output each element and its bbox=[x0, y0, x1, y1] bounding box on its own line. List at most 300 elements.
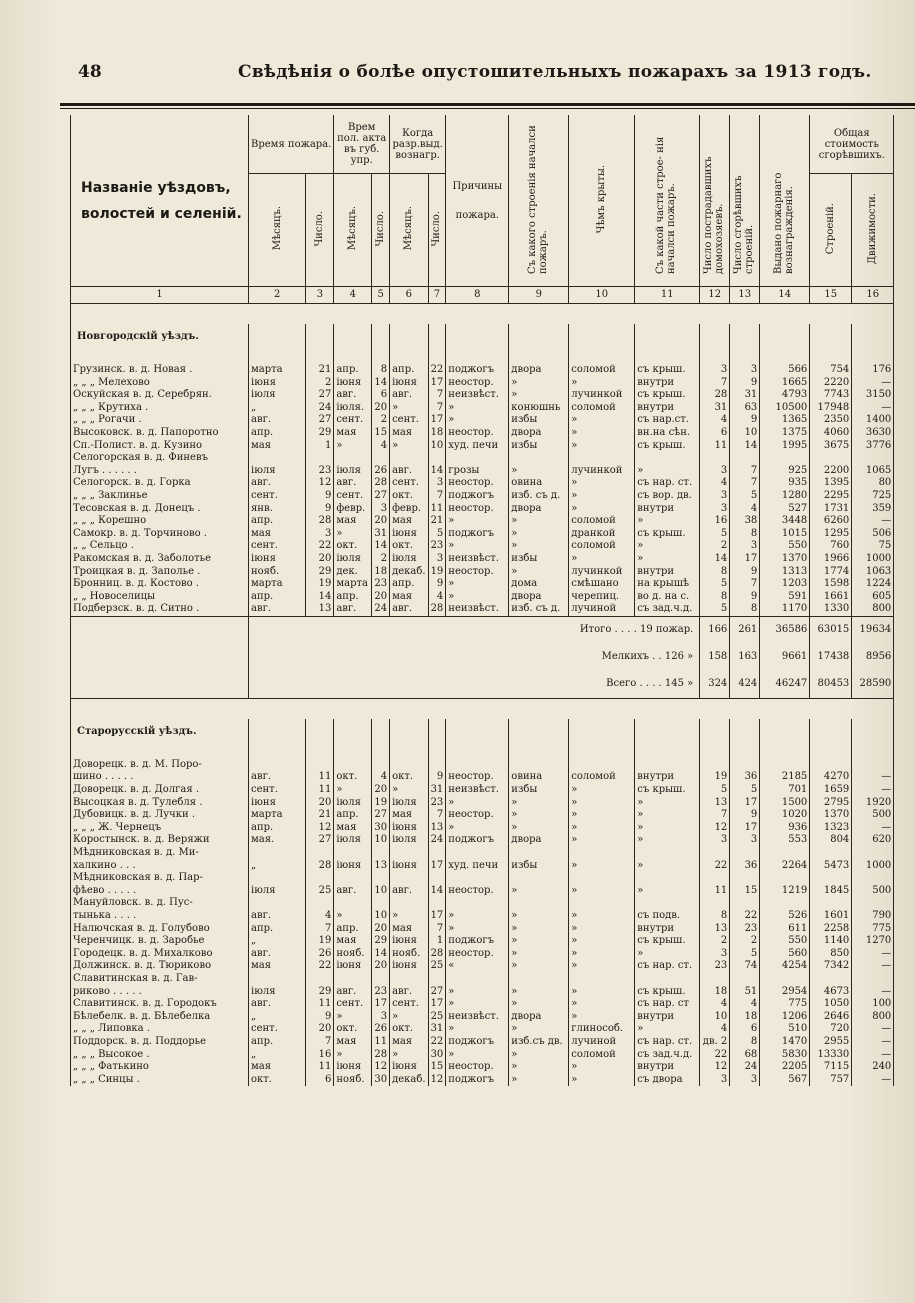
table-cell bbox=[730, 759, 760, 772]
table-cell: „ „ „ Высокое . bbox=[71, 1049, 249, 1062]
table-cell bbox=[569, 872, 635, 885]
table-cell: » bbox=[509, 986, 569, 999]
table-cell bbox=[306, 452, 334, 465]
table-cell: 12 bbox=[428, 1074, 446, 1087]
table-cell: 9 bbox=[306, 490, 334, 503]
table-cell bbox=[635, 897, 700, 910]
table-cell bbox=[760, 897, 810, 910]
table-cell: » bbox=[569, 935, 635, 948]
table-cell: 2 bbox=[306, 377, 334, 390]
table-cell: 36 bbox=[730, 860, 760, 873]
table-row bbox=[71, 553, 894, 566]
column-number: 15 bbox=[810, 287, 852, 304]
table-row bbox=[71, 834, 894, 847]
header-name bbox=[71, 115, 249, 287]
table-row bbox=[71, 935, 894, 948]
table-row bbox=[71, 566, 894, 579]
table-cell: 28 bbox=[428, 603, 446, 616]
table-cell: 17 bbox=[730, 797, 760, 810]
table-cell: 9 bbox=[730, 377, 760, 390]
table-row bbox=[71, 923, 894, 936]
table-cell: лучиной bbox=[569, 1036, 635, 1049]
table-cell: » bbox=[446, 910, 509, 923]
table-cell: 4673 bbox=[810, 986, 852, 999]
table-cell: окт. bbox=[334, 771, 372, 784]
table-cell bbox=[428, 897, 446, 910]
table-cell: 18 bbox=[730, 1011, 760, 1024]
table-cell: 7 bbox=[428, 402, 446, 415]
table-cell: избы bbox=[509, 860, 569, 873]
spacer-cell bbox=[334, 344, 372, 364]
table-cell: 7 bbox=[730, 477, 760, 490]
table-cell: съ двора bbox=[635, 1074, 700, 1087]
table-cell: » bbox=[569, 784, 635, 797]
table-cell bbox=[334, 872, 372, 885]
table-cell: 75 bbox=[852, 540, 894, 553]
table-cell: 20 bbox=[306, 797, 334, 810]
table-cell: 8 bbox=[730, 603, 760, 616]
table-cell: 620 bbox=[852, 834, 894, 847]
table-cell bbox=[810, 973, 852, 986]
table-cell bbox=[569, 452, 635, 465]
table-cell: » bbox=[509, 540, 569, 553]
table-cell bbox=[390, 872, 429, 885]
table-cell: мая bbox=[249, 1061, 306, 1074]
table-cell: » bbox=[509, 885, 569, 898]
table-cell: апр. bbox=[334, 923, 372, 936]
table-cell: авг. bbox=[390, 986, 429, 999]
table-cell: 15 bbox=[730, 885, 760, 898]
spacer-cell bbox=[446, 344, 509, 364]
table-cell: 1020 bbox=[760, 809, 810, 822]
table-cell: неизвѣст. bbox=[446, 784, 509, 797]
table-cell: лучиной bbox=[569, 603, 635, 616]
table-cell: 14 bbox=[700, 553, 730, 566]
table-row bbox=[71, 490, 894, 503]
column-number: 9 bbox=[509, 287, 569, 304]
table-cell: 9 bbox=[730, 809, 760, 822]
table-row bbox=[71, 364, 894, 377]
table-cell: — bbox=[852, 1049, 894, 1062]
table-cell: » bbox=[446, 986, 509, 999]
table-cell: 17 bbox=[428, 377, 446, 390]
table-cell: неостор. bbox=[446, 477, 509, 490]
table-cell: 23 bbox=[306, 465, 334, 478]
spacer-cell bbox=[249, 739, 306, 759]
table-cell: 7115 bbox=[810, 1061, 852, 1074]
table-cell: 1731 bbox=[810, 503, 852, 516]
table-cell: 7 bbox=[306, 923, 334, 936]
spacer-cell bbox=[71, 739, 249, 759]
column-number: 1 bbox=[71, 287, 249, 304]
table-cell: 176 bbox=[852, 364, 894, 377]
table-cell: 3 bbox=[372, 1011, 390, 1024]
table-cell: окт. bbox=[334, 1023, 372, 1036]
table-cell: неостор. bbox=[446, 771, 509, 784]
table-cell bbox=[810, 897, 852, 910]
table-cell: 7 bbox=[428, 389, 446, 402]
table-cell: » bbox=[635, 1023, 700, 1036]
table-cell: внутри bbox=[635, 923, 700, 936]
table-cell: поджогъ bbox=[446, 1074, 509, 1087]
table-cell: — bbox=[852, 948, 894, 961]
total-value: 261 bbox=[730, 616, 760, 644]
total-value: 28590 bbox=[852, 671, 894, 699]
table-cell: » bbox=[509, 923, 569, 936]
table-cell: — bbox=[852, 771, 894, 784]
table-cell: неостор. bbox=[446, 503, 509, 516]
spacer-cell bbox=[390, 739, 429, 759]
table-cell bbox=[569, 973, 635, 986]
table-cell: » bbox=[569, 377, 635, 390]
table-row bbox=[71, 998, 894, 1011]
table-cell: 9 bbox=[730, 414, 760, 427]
section-empty-cell bbox=[509, 324, 569, 344]
table-cell: 4 bbox=[306, 910, 334, 923]
table-cell: 27 bbox=[306, 414, 334, 427]
table-cell: 3 bbox=[700, 503, 730, 516]
table-cell: 11 bbox=[372, 1036, 390, 1049]
spacer-cell bbox=[635, 344, 700, 364]
table-cell bbox=[334, 759, 372, 772]
top-rule bbox=[60, 103, 915, 106]
table-cell: неостор. bbox=[446, 377, 509, 390]
table-cell: 1598 bbox=[810, 578, 852, 591]
table-cell: 28 bbox=[306, 860, 334, 873]
spacer-cell bbox=[306, 739, 334, 759]
table-row bbox=[71, 414, 894, 427]
table-cell: 3 bbox=[700, 834, 730, 847]
header-causes bbox=[446, 115, 509, 287]
table-cell: — bbox=[852, 377, 894, 390]
table-cell: 17948 bbox=[810, 402, 852, 415]
table-cell: 1470 bbox=[760, 1036, 810, 1049]
table-cell: 2185 bbox=[760, 771, 810, 784]
table-cell: 28 bbox=[372, 1049, 390, 1062]
table-cell bbox=[446, 872, 509, 885]
table-cell: апр. bbox=[334, 809, 372, 822]
table-cell: 25 bbox=[428, 960, 446, 973]
table-cell: мая bbox=[390, 923, 429, 936]
total-value: 19634 bbox=[852, 616, 894, 644]
table-cell: 567 bbox=[760, 1074, 810, 1087]
table-cell bbox=[700, 897, 730, 910]
table-cell bbox=[810, 759, 852, 772]
table-cell: 20 bbox=[372, 784, 390, 797]
column-number: 10 bbox=[569, 287, 635, 304]
header-movables bbox=[852, 174, 894, 287]
table-cell: Славитинская в. д. Гав- bbox=[71, 973, 249, 986]
table-cell: 1774 bbox=[810, 566, 852, 579]
table-cell: 701 bbox=[760, 784, 810, 797]
table-cell: » bbox=[509, 935, 569, 948]
header-fire-day-text: Число. bbox=[314, 210, 326, 247]
column-number: 16 bbox=[852, 287, 894, 304]
table-cell: 1601 bbox=[810, 910, 852, 923]
table-cell: 21 bbox=[306, 809, 334, 822]
table-cell: окт. bbox=[390, 540, 429, 553]
table-cell: смѣшано bbox=[569, 578, 635, 591]
table-cell: 8 bbox=[700, 591, 730, 604]
table-cell: 26 bbox=[306, 948, 334, 961]
table-cell bbox=[306, 847, 334, 860]
table-cell: » bbox=[569, 1074, 635, 1087]
table-cell: 925 bbox=[760, 465, 810, 478]
table-cell: » bbox=[446, 515, 509, 528]
table-cell: 2295 bbox=[810, 490, 852, 503]
table-cell: 20 bbox=[306, 553, 334, 566]
table-cell: 2954 bbox=[760, 986, 810, 999]
table-cell: авг. bbox=[249, 948, 306, 961]
table-cell: 18 bbox=[700, 986, 730, 999]
table-cell: 28 bbox=[306, 515, 334, 528]
table-cell: іюля bbox=[334, 797, 372, 810]
table-cell bbox=[730, 973, 760, 986]
total-value: 17438 bbox=[810, 644, 852, 671]
table-cell: авг. bbox=[334, 477, 372, 490]
table-cell: апр. bbox=[390, 364, 429, 377]
table-cell: „ „ „ Корешно bbox=[71, 515, 249, 528]
table-cell: 2350 bbox=[810, 414, 852, 427]
table-cell: » bbox=[509, 910, 569, 923]
table-cell: съ крыш. bbox=[635, 389, 700, 402]
table-cell: 1370 bbox=[810, 809, 852, 822]
header-fire-time: Время пожара. bbox=[249, 115, 334, 174]
total-empty bbox=[71, 616, 249, 644]
table-cell: 74 bbox=[730, 960, 760, 973]
spacer-row bbox=[71, 698, 894, 719]
table-body bbox=[71, 287, 894, 1087]
table-cell: 1140 bbox=[810, 935, 852, 948]
table-cell: » bbox=[390, 910, 429, 923]
table-cell: 13 bbox=[306, 603, 334, 616]
table-cell: 760 bbox=[810, 540, 852, 553]
table-row bbox=[71, 948, 894, 961]
table-cell: » bbox=[446, 540, 509, 553]
table-cell: Оскуйская в. д. Серебрян. bbox=[71, 389, 249, 402]
table-cell: конюшнь bbox=[509, 402, 569, 415]
spacer-cell bbox=[428, 344, 446, 364]
table-cell bbox=[509, 847, 569, 860]
table-cell: внутри bbox=[635, 1011, 700, 1024]
table-cell: 3 bbox=[700, 364, 730, 377]
table-cell: » bbox=[509, 528, 569, 541]
table-cell: 1170 bbox=[760, 603, 810, 616]
table-cell: „ bbox=[249, 402, 306, 415]
table-cell: 10 bbox=[730, 427, 760, 440]
header-reward-month bbox=[390, 174, 429, 287]
table-cell: неостор. bbox=[446, 566, 509, 579]
table-cell: 29 bbox=[306, 427, 334, 440]
table-cell: — bbox=[852, 402, 894, 415]
table-cell: » bbox=[509, 1049, 569, 1062]
table-cell: 3 bbox=[700, 490, 730, 503]
table-cell bbox=[428, 973, 446, 986]
table-cell: сент. bbox=[334, 414, 372, 427]
spacer-cell bbox=[390, 344, 429, 364]
table-cell: » bbox=[569, 503, 635, 516]
table-cell: » bbox=[509, 998, 569, 1011]
table-cell: 5 bbox=[700, 578, 730, 591]
table-cell: 23 bbox=[428, 540, 446, 553]
table-cell: 100 bbox=[852, 998, 894, 1011]
table-cell: лучинкой bbox=[569, 465, 635, 478]
table-cell: мая bbox=[334, 935, 372, 948]
table-cell: » bbox=[509, 1023, 569, 1036]
total-row bbox=[71, 644, 894, 671]
table-cell bbox=[569, 897, 635, 910]
table-cell: 757 bbox=[810, 1074, 852, 1087]
table-cell: 7 bbox=[730, 578, 760, 591]
table-cell: 23 bbox=[372, 986, 390, 999]
table-row bbox=[71, 809, 894, 822]
table-cell: 4 bbox=[428, 591, 446, 604]
table-cell: поджогъ bbox=[446, 490, 509, 503]
table-cell: » bbox=[635, 885, 700, 898]
table-cell: 5473 bbox=[810, 860, 852, 873]
total-value: 9661 bbox=[760, 644, 810, 671]
table-cell: « bbox=[446, 960, 509, 973]
table-cell: 1845 bbox=[810, 885, 852, 898]
table-cell: съ зад.ч.д. bbox=[635, 1049, 700, 1062]
header-name-line1: Названіе уѣздовъ, bbox=[81, 179, 231, 196]
table-cell: — bbox=[852, 1023, 894, 1036]
table-row bbox=[71, 603, 894, 616]
table-cell: » bbox=[635, 834, 700, 847]
table-cell: іюля bbox=[334, 553, 372, 566]
table-cell: 8 bbox=[700, 910, 730, 923]
table-cell bbox=[635, 452, 700, 465]
table-cell: 1659 bbox=[810, 784, 852, 797]
table-cell: нояб. bbox=[334, 948, 372, 961]
table-cell: » bbox=[446, 822, 509, 835]
header-fire-month-text: Мѣсяцъ. bbox=[271, 206, 283, 251]
table-cell: поджогъ bbox=[446, 364, 509, 377]
table-cell: 7 bbox=[428, 923, 446, 936]
section-empty-cell bbox=[635, 324, 700, 344]
table-cell: » bbox=[390, 1011, 429, 1024]
table-cell: 3 bbox=[730, 1074, 760, 1087]
table-cell: 8 bbox=[372, 364, 390, 377]
table-cell: авг. bbox=[249, 477, 306, 490]
header-fire-month bbox=[249, 174, 306, 287]
table-cell: 4 bbox=[700, 477, 730, 490]
table-cell: 11 bbox=[306, 998, 334, 1011]
table-cell: 12 bbox=[700, 1061, 730, 1074]
table-cell: съ зад.ч.д. bbox=[635, 603, 700, 616]
table-cell: 12 bbox=[306, 477, 334, 490]
table-cell: іюля bbox=[390, 797, 429, 810]
header-reward-month-text: Мѣсяцъ. bbox=[403, 206, 415, 251]
table-cell: 80 bbox=[852, 477, 894, 490]
total-row bbox=[71, 671, 894, 699]
table-cell: 22 bbox=[730, 910, 760, 923]
table-cell: 1224 bbox=[852, 578, 894, 591]
table-cell: 63 bbox=[730, 402, 760, 415]
table-cell: 10 bbox=[372, 834, 390, 847]
table-cell: 1280 bbox=[760, 490, 810, 503]
section-empty-cell bbox=[700, 719, 730, 739]
table-cell: 800 bbox=[852, 1011, 894, 1024]
section-empty-cell bbox=[446, 324, 509, 344]
table-cell: на крышѣ bbox=[635, 578, 700, 591]
section-empty-cell bbox=[446, 719, 509, 739]
table-cell: 17 bbox=[428, 860, 446, 873]
table-cell: іюня bbox=[390, 860, 429, 873]
table-cell: внутри bbox=[635, 402, 700, 415]
table-cell: 500 bbox=[852, 885, 894, 898]
table-cell: авг. bbox=[249, 998, 306, 1011]
section-empty-cell bbox=[306, 324, 334, 344]
table-cell: двора bbox=[509, 364, 569, 377]
table-cell: » bbox=[509, 377, 569, 390]
table-cell: 550 bbox=[760, 540, 810, 553]
table-cell: » bbox=[509, 948, 569, 961]
table-row bbox=[71, 1023, 894, 1036]
header-part-started-text: Съ какой части строе- нія началси пожаръ. bbox=[655, 136, 678, 274]
table-cell: 17 bbox=[730, 822, 760, 835]
table-cell: апр. bbox=[249, 427, 306, 440]
table-cell bbox=[249, 452, 306, 465]
table-cell: 1 bbox=[428, 935, 446, 948]
table-cell: Должинск. в. д. Тюриково bbox=[71, 960, 249, 973]
table-cell: 1500 bbox=[760, 797, 810, 810]
table-cell: сент. bbox=[249, 540, 306, 553]
total-value: 63015 bbox=[810, 616, 852, 644]
table-cell: изб. съ д. bbox=[509, 603, 569, 616]
table-cell: окт. bbox=[390, 771, 429, 784]
table-cell bbox=[635, 973, 700, 986]
table-cell: 4 bbox=[372, 440, 390, 453]
header-households-text: Число пострадавшихъ домохозяевъ. bbox=[702, 156, 725, 274]
table-cell: 16 bbox=[700, 515, 730, 528]
table-cell: янв. bbox=[249, 503, 306, 516]
table-cell bbox=[390, 452, 429, 465]
table-cell: съ крыш. bbox=[635, 364, 700, 377]
table-cell: сент. bbox=[249, 784, 306, 797]
table-cell: 3448 bbox=[760, 515, 810, 528]
table-cell bbox=[760, 973, 810, 986]
table-row bbox=[71, 897, 894, 910]
table-cell: неизвѣст. bbox=[446, 1011, 509, 1024]
table-cell: 1661 bbox=[810, 591, 852, 604]
table-cell: 25 bbox=[306, 885, 334, 898]
table-cell: февр. bbox=[390, 503, 429, 516]
table-cell: 3 bbox=[730, 834, 760, 847]
table-row bbox=[71, 771, 894, 784]
page-title: Свѣдѣнія о болѣе опустошительныхъ пожарахъ за 1913 годъ. bbox=[238, 62, 872, 82]
section-empty-cell bbox=[334, 719, 372, 739]
total-value: 324 bbox=[700, 671, 730, 699]
table-cell: 1000 bbox=[852, 860, 894, 873]
table-cell: 2258 bbox=[810, 923, 852, 936]
table-cell: 14 bbox=[372, 540, 390, 553]
header-burnt-text: Число сгорѣвшихъ строеній. bbox=[732, 175, 755, 274]
table-cell: Тесовская в. д. Донецъ . bbox=[71, 503, 249, 516]
section-row bbox=[71, 719, 894, 739]
column-number: 7 bbox=[428, 287, 446, 304]
header-fire-day bbox=[306, 174, 334, 287]
table-cell: 17 bbox=[428, 998, 446, 1011]
table-cell: 1065 bbox=[852, 465, 894, 478]
table-cell bbox=[635, 759, 700, 772]
table-cell: іюля bbox=[390, 553, 429, 566]
table-cell: черепиц. bbox=[569, 591, 635, 604]
table-cell: внутри bbox=[635, 1061, 700, 1074]
section-empty-cell bbox=[509, 719, 569, 739]
table-cell: 31 bbox=[428, 1023, 446, 1036]
table-cell: шино . . . . . bbox=[71, 771, 249, 784]
